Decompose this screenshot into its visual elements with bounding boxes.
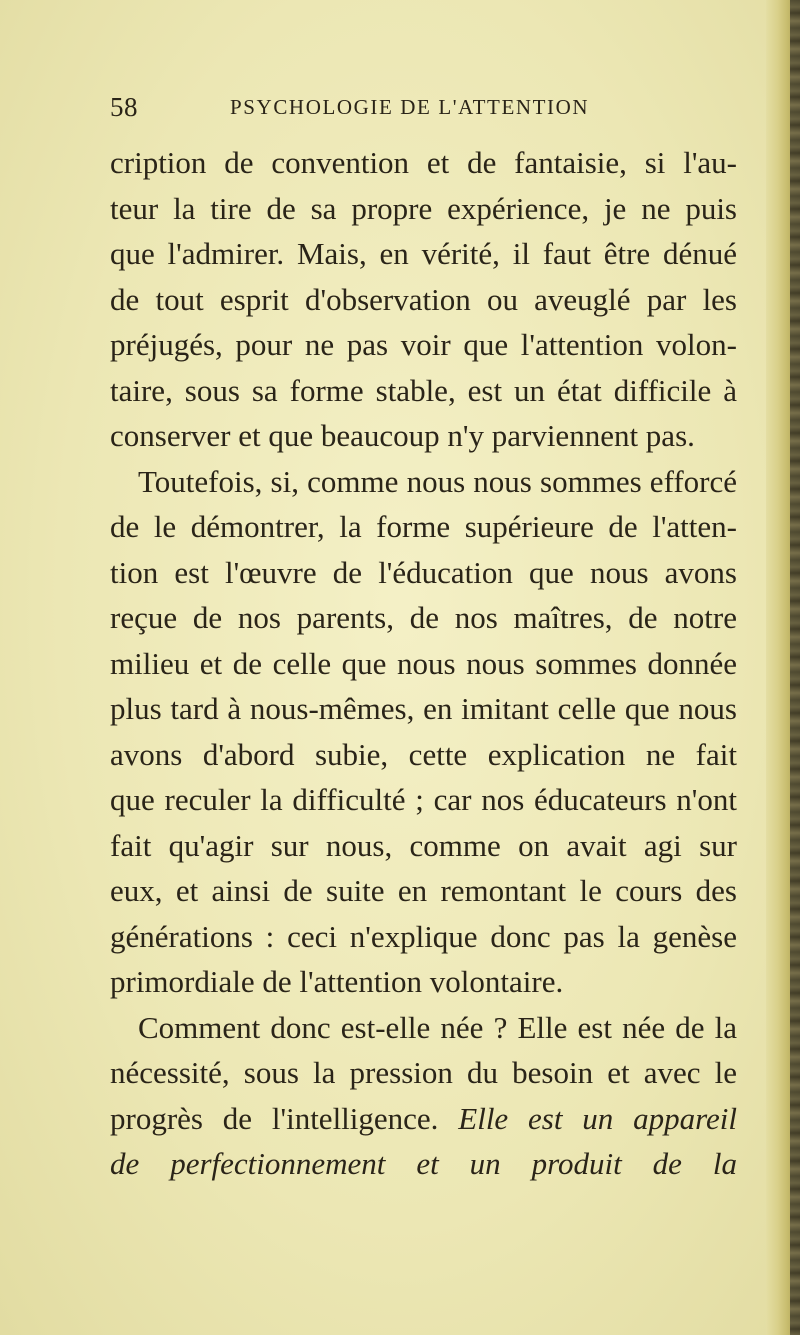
text-line-mixed [110,1096,737,1142]
text-line: que reculer la difficulté ; car nos éducateurs n'ont [110,782,737,817]
text-line: reçue de nos parents, de nos maîtres, de notre [110,600,737,635]
text-line: générations : ceci n'explique donc pas la genèse [110,918,737,954]
text-line: cription de convention et de fantaisie, si l'au- [110,145,737,180]
body-text [110,140,737,1187]
text-line: avons d'abord subie, cette explication ne fait [110,736,737,772]
text-fragment-italic: de perfectionnement et un produit de la [110,1146,737,1181]
text-line: de le démontrer, la forme supérieure de l'atten- [110,509,737,544]
text-line: plus tard à nous-mêmes, en imitant celle que nous [110,691,737,726]
text-line: teur la tire de sa propre expérience, je ne puis [110,190,737,226]
text-line: que l'admirer. Mais, en vérité, il faut être dénué [110,236,737,271]
text-line: conserver et que beaucoup n'y parviennent pas. [110,418,695,453]
text-line-italic [110,1141,737,1187]
text-fragment-italic: Elle est un appareil [458,1100,737,1136]
page-number: 58 [110,92,138,122]
binding-edge [790,0,800,1335]
text-line: primordiale de l'attention volontaire. [110,964,564,999]
text-line: eux, et ainsi de suite en remontant le cours des [110,873,737,908]
running-head: PSYCHOLOGIE DE L'ATTENTION [230,95,590,119]
text-line: tion est l'œuvre de l'éducation que nous avons [110,554,737,590]
text-line: nécessité, sous la pression du besoin et avec le [110,1055,737,1090]
page-header [110,92,720,126]
text-line: de tout esprit d'observation ou aveuglé par les [110,281,737,317]
text-line: Comment donc est-elle née ? Elle est née de la [138,1009,737,1045]
text-line: préjugés, pour ne pas voir que l'attention volon- [110,327,737,362]
text-line: Toutefois, si, comme nous nous sommes efforcé [138,463,737,499]
text-fragment-roman: progrès de l'intelligence. [110,1100,439,1136]
text-line: milieu et de celle que nous nous sommes donnée [110,645,737,681]
text-line: taire, sous sa forme stable, est un état difficile à [110,372,737,408]
text-line: fait qu'agir sur nous, comme on avait agi sur [110,827,737,863]
